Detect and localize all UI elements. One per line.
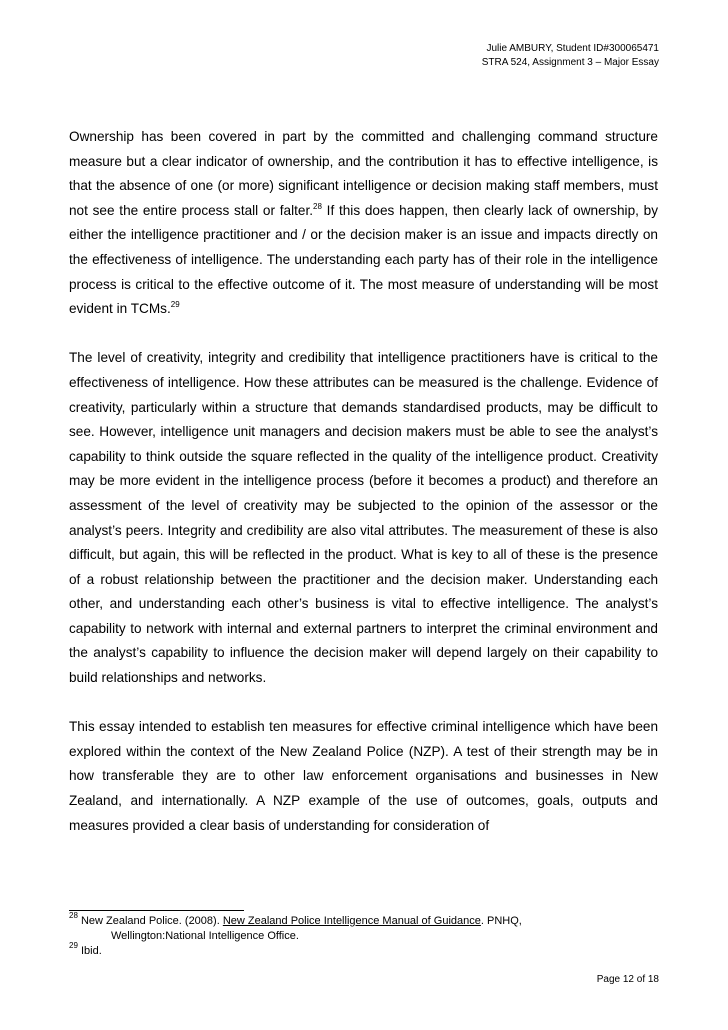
paragraph-ownership-part1: Ownership has been covered in part by the committed and challenging command structure measure but a clear indicator of ownership, and the contribution it has to effective intelligence, is that the absence of one (or more) significant intelligence or decision making staff members, must not see the entire process stall or falter. — [69, 129, 658, 218]
paragraph-ownership — [69, 125, 658, 322]
paragraph-conclusion: This essay intended to establish ten measures for effective criminal intelligence which have been explored within the context of the New Zealand Police (NZP). A test of their strength may be in how transferable they are to other law enforcement organisations and businesses in New Zealand, and internationally. A NZP example of the use of outcomes, goals, outputs and measures provided a clear basis of understanding for consideration of — [69, 719, 658, 833]
footnote-28-post: . PNHQ, — [480, 915, 522, 927]
footnote-28-title: New Zealand Police Intelligence Manual of Guidance — [222, 915, 481, 927]
paragraph-creativity: The level of creativity, integrity and credibility that intelligence practitioners have is critical to the effectiveness of intelligence. How these attributes can be measured is the challenge. Evidence of creativity, particularly within a structure that demands standardised products, may be difficult to see. However, intelligence unit managers and decision makers must be able to see the analyst’s capability to think outside the square reflected in the quality of the intelligence product. Creativity may be more evident in the intelligence process (before it becomes a product) and therefore an assessment of the level of creativity may be subjected to the opinion of the assessor or the analyst’s peers. Integrity and credibility are also vital attributes. The measurement of these is also difficult, but again, this will be reflected in the product. What is key to all of these is the presence of a robust relationship between the practitioner and the decision maker. Understanding each other, and understanding each other’s business is vital to effective intelligence. The analyst’s capability to network with internal and external partners to interpret the criminal environment and the analyst’s capability to influence the decision maker will depend largely on their capability to build relationships and networks. — [69, 350, 658, 686]
footnote-28-pre: New Zealand Police. (2008). — [77, 915, 223, 927]
header-author-line: Julie AMBURY, Student ID#300065471 — [486, 43, 659, 54]
page-number: Page 12 of 18 — [596, 974, 659, 985]
paragraph-ownership-part2: If this does happen, then clearly lack of ownership, by either the intelligence practitioner and / or the decision maker is an issue and impacts directly on the effectiveness of intelligence. The understanding each party has of their role in the intelligence process is critical to the effective outcome of it. The most measure of understanding will be most evident in TCMs. — [69, 202, 658, 317]
footnote-28-number: 28 — [69, 911, 78, 920]
footnote-ref-29[interactable]: 29 — [170, 300, 180, 310]
footnote-29-text: Ibid. — [77, 945, 102, 957]
footnotes — [69, 911, 658, 959]
footnote-28 — [69, 911, 658, 944]
footnote-ref-28[interactable]: 28 — [313, 201, 322, 211]
footnote-29 — [69, 941, 658, 959]
footnote-separator — [69, 910, 244, 911]
footnote-29-number: 29 — [69, 941, 78, 950]
header-course-line: STRA 524, Assignment 3 – Major Essay — [481, 57, 659, 68]
footnote-28-publisher: Wellington:National Intelligence Office. — [111, 930, 299, 942]
page-header — [482, 42, 659, 70]
essay-body — [69, 125, 658, 838]
